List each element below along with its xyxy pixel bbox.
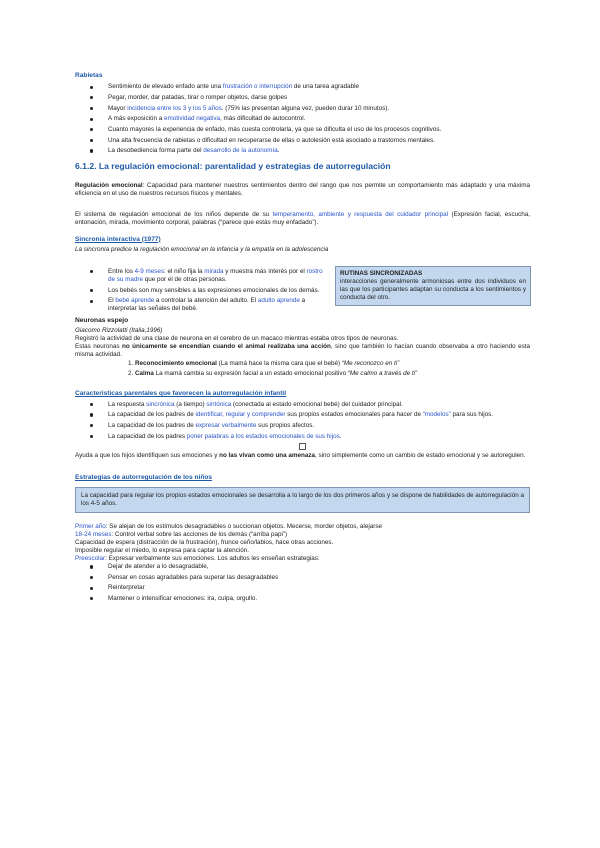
sincronia-subtitle: La sincronía predice la regulación emocional en la infancia y la empatía en la adolescencia: [75, 245, 329, 253]
sistema-paragraph: El sistema de regulación emocional de los niños depende de su temperamento, ambiente y respuesta del cuidador principal (Expresión facial, escucha, entonación, mirada, movimiento corporal, palabras (“parece que estás muy enfadado”).: [75, 211, 531, 227]
espera-line: Capacidad de espera (distracción de la frustración), frunce ceño/labios, hace otras acciones.: [75, 539, 334, 547]
caracteristicas-list: [75, 401, 530, 441]
list-item: Dejar de atender a lo desagradable,: [108, 563, 530, 571]
estrategias-list: [75, 563, 530, 603]
list-item: Pegar, morder, dar patadas, tirar o romper objetos, darse golpes: [108, 94, 530, 102]
list-item: Sentimiento de elevado enfado ante una frustración o interrupción de una tarea agradable: [108, 83, 530, 91]
list-item: Una alta frecuencia de rabietas o dificultad en recuperarse de ellas o autolesión está asociado a trastornos mentales.: [108, 137, 530, 145]
list-item: Pensar en cosas agradables para superar las desagradables: [108, 574, 530, 582]
rabietas-list: [75, 83, 530, 155]
list-item: Los bebés son muy sensibles a las expresiones emocionales de los demás.: [108, 287, 328, 295]
list-item: Entre los 4-9 meses: el niño fija la mirada y muestra más interés por el rostro de su madre que por el de otras personas.: [108, 268, 328, 284]
regulacion-paragraph: Regulación emocional: Capacidad para mantener nuestros sentimientos dentro del rango que nos permite un comportamiento más adaptado y una máxima eficiencia en el uso de nuestros recursos físicos y mentales.: [75, 182, 530, 198]
list-item: 1. Reconocimiento emocional (La mamá hace la misma cara que el bebé) “Me reconozco en ti”: [135, 360, 530, 368]
neuronas-author: Giacomo Rizzolatti (Italia,1996): [75, 326, 163, 334]
meses-line: 18-24 meses: Control verbal sobre las acciones de los demás (“arriba papi”): [75, 530, 288, 538]
small-box-marker: [75, 443, 530, 451]
rutinas-box-text: interacciones generalmente armoniosas entre dos individuos en las que los participantes adaptan su conducta a los sentimientos y conducta del otro.: [340, 278, 526, 302]
list-item: A más exposición a emotividad negativa, más dificultad de autocontrol.: [108, 115, 530, 123]
list-item: Reinterpretar: [108, 584, 530, 592]
list-item: Mayor incidencia entre los 3 y los 5 años. (75% las presentan alguna vez, pueden durar 10 minutos).: [108, 105, 530, 113]
list-item: Cuanto mayores la experiencia de enfado, más cuesta controlarla, ya que se dificulta el uso de los procesos cognitivos.: [108, 126, 530, 134]
list-item: La capacidad de los padres poner palabras a los estados emocionales de sus hijos.: [108, 433, 530, 441]
neuronas-heading: Neuronas espejo: [75, 317, 129, 325]
rutinas-sincronizadas-box: [335, 266, 531, 306]
preescolar-line: Preescolar: Expresar verbalmente sus emociones. Los adultos les enseñan estrategias:: [75, 555, 320, 563]
document-page: [75, 72, 530, 606]
neuronas-line-2: Estas neuronas no únicamente se encendían cuando el animal realizaba una acción, sino que también lo hacían cuando observaba a otro haciendo esta misma actividad.: [75, 342, 530, 358]
checkbox-icon: [299, 443, 306, 450]
primer-ano-line: Primer año: Se alejan de los estímulos desagradables o succionan objetos. Mecerse, morder objetos, alejarse: [75, 522, 382, 530]
list-item: La capacidad de los padres de expresar verbalmente sus propios afectos.: [108, 422, 530, 430]
rabietas-heading: Rabietas: [75, 72, 103, 79]
neuronas-list: [75, 360, 530, 378]
caracteristicas-after: Ayuda a que los hijos identifiquen sus emociones y no las vivan como una amenaza, sino simplemente como un cambio de estado emocional y se autoregulen.: [75, 452, 526, 460]
neuronas-line-1: Registró la actividad de una clase de neurona en el cerebro de un macaco mientras estaba otros tipos de neuronas.: [75, 334, 399, 342]
list-item: El bebé aprende a controlar la atención del adulto. El adulto aprende a interpretar las señales del bebé.: [108, 297, 328, 313]
list-item: La capacidad de los padres de identificar, regular y comprender sus propios estados emocionales para hacer de “modelos” para sus hijos.: [108, 411, 530, 419]
estrategias-box: La capacidad para regular los propios estados emocionales se desarrolla a lo largo de los dos primeros años y se dispone de habilidades de autorregulación a los 4-5 años.: [75, 487, 530, 513]
list-item: La desobediencia forma parte del desarrollo de la autonomía.: [108, 147, 530, 155]
sincronia-heading: Sincronía interactiva (1977): [75, 235, 161, 243]
section-heading: 6.1.2. La regulación emocional: parentalidad y estrategias de autorregulación: [75, 161, 391, 172]
sincronia-block: [75, 268, 530, 313]
miedo-line: Imposible regular el miedo, lo expresa para captar la atención.: [75, 547, 249, 555]
caracteristicas-heading: Características parentales que favorecen la autorregulación infantil: [75, 390, 287, 398]
rutinas-box-title: RUTINAS SINCRONIZADAS: [340, 270, 423, 277]
estrategias-heading: Estrategias de autorregulación de los niños: [75, 474, 213, 482]
list-item: 2. Calma La mamá cambia su expresión facial a un estado emocional positivo “Me calmo a través de ti”: [135, 370, 530, 378]
list-item: La respuesta sincrónica (a tiempo) sintónica (conectada al estado emocional bebé) del cuidador principal.: [108, 401, 530, 409]
sincronia-list: [75, 268, 328, 313]
list-item: Mantener o intensificar emociones: ira, culpa, orgullo.: [108, 595, 530, 603]
